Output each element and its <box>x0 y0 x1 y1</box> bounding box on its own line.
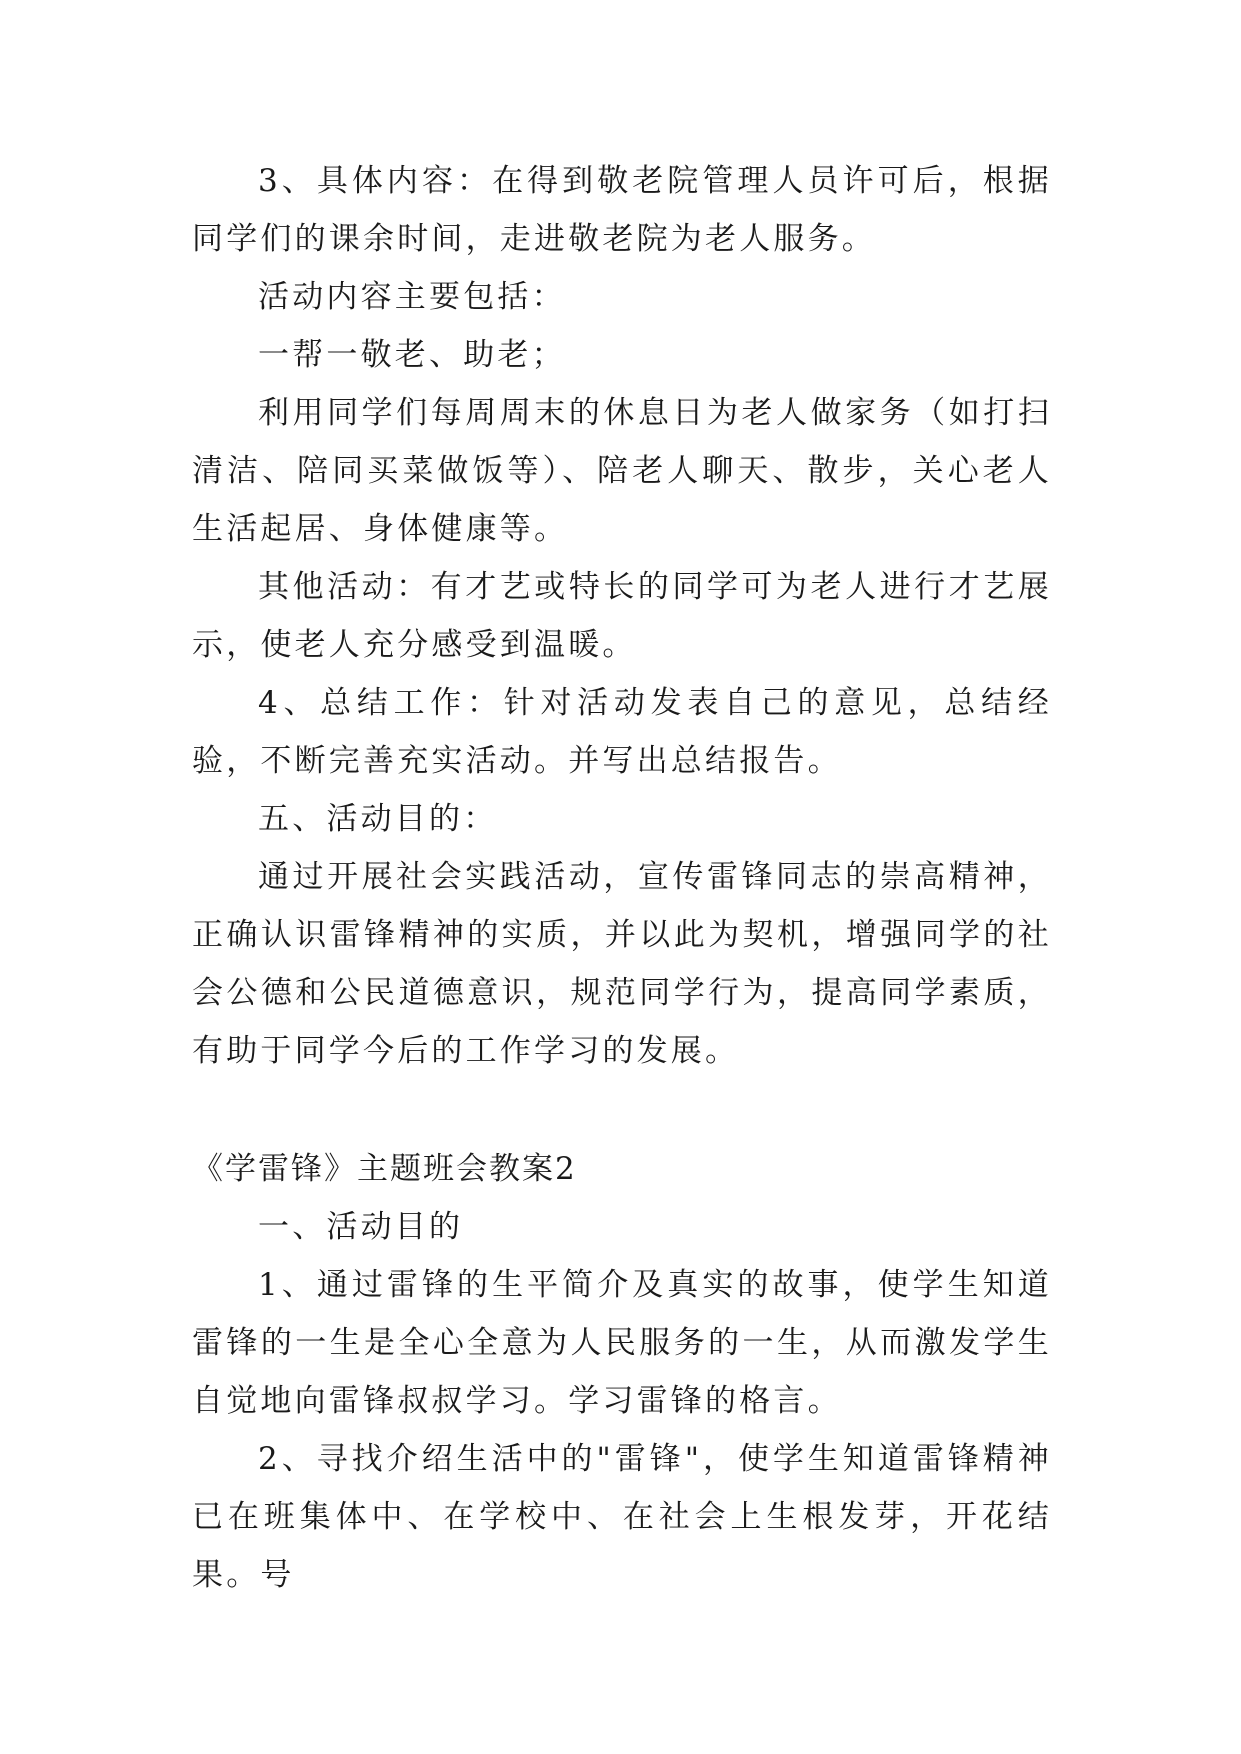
paragraph-activity-content-intro: 活动内容主要包括： <box>258 279 566 315</box>
paragraph-purpose-heading: 一、活动目的 <box>258 1209 464 1245</box>
paragraph-activity-purpose-heading: 五、活动目的： <box>258 801 498 837</box>
paragraph-summary-work: 4、总结工作：针对活动发表自己的意见，总结经验，不断完善充实活动。并写出总结报告。 <box>192 685 1052 779</box>
paragraph-housework: 利用同学们每周周末的休息日为老人做家务（如打扫清洁、陪同买菜做饭等）、陪老人聊天、散步，关心老人生活起居、身体健康等。 <box>192 395 1052 547</box>
document-body <box>192 152 1052 1604</box>
paragraph-other-activities: 其他活动：有才艺或特长的同学可为老人进行才艺展示，使老人充分感受到温暖。 <box>192 569 1052 663</box>
paragraph-purpose-1: 1、通过雷锋的生平简介及真实的故事，使学生知道雷锋的一生是全心全意为人民服务的一生，从而激发学生自觉地向雷锋叔叔学习。学习雷锋的格言。 <box>192 1267 1052 1419</box>
paragraph-activity-purpose: 通过开展社会实践活动，宣传雷锋同志的崇高精神，正确认识雷锋精神的实质，并以此为契机，增强同学的社会公德和公民道德意识，规范同学行为，提高同学素质，有助于同学今后的工作学习的发展。 <box>192 859 1052 1069</box>
paragraph-one-help-one: 一帮一敬老、助老； <box>258 337 566 373</box>
paragraph-specific-content: 3、具体内容：在得到敬老院管理人员许可后，根据同学们的课余时间，走进敬老院为老人服务。 <box>192 163 1052 257</box>
paragraph-purpose-2: 2、寻找介绍生活中的"雷锋"，使学生知道雷锋精神已在班集体中、在学校中、在社会上生根发芽，开花结果。号 <box>192 1441 1052 1593</box>
section-title: 《学雷锋》主题班会教案2 <box>192 1151 577 1187</box>
